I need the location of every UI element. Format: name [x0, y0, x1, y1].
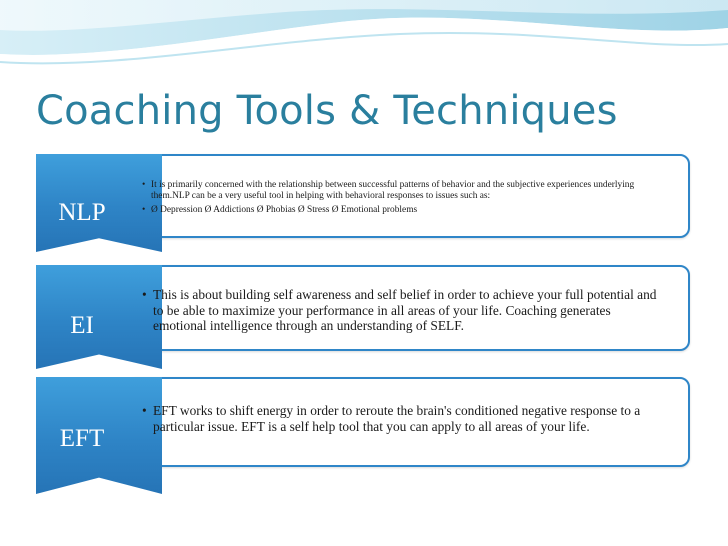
- bullet-item: • This is about building self awareness and self belief in order to achieve your full potential and to be able to maximize your performance in all areas of your life. Coaching generates emotional intelligence through an understanding of SELF.: [142, 287, 666, 334]
- row-nlp: [36, 154, 690, 252]
- bullet-item: • Ø Depression Ø Addictions Ø Phobias Ø Stress Ø Emotional problems: [142, 205, 666, 216]
- slide-title: Coaching Tools & Techniques: [36, 88, 618, 134]
- bullet-item: • It is primarily concerned with the relationship between successful patterns of behavior and the subjective experiences underlying them.NLP can be a very useful tool in helping with behavioral responses to issues such as:: [142, 180, 666, 202]
- bullet-list: [142, 180, 666, 219]
- bullet-list: [142, 287, 666, 334]
- row-ei: [36, 265, 690, 369]
- row-label: EI: [70, 312, 94, 339]
- row-label: NLP: [58, 199, 106, 226]
- bullet-list: [142, 403, 666, 434]
- row-label: EFT: [59, 425, 105, 452]
- bullet-item: • EFT works to shift energy in order to reroute the brain's conditioned negative response to a particular issue. EFT is a self help tool that you can apply to all areas of your life.: [142, 403, 666, 434]
- row-eft: [36, 377, 690, 494]
